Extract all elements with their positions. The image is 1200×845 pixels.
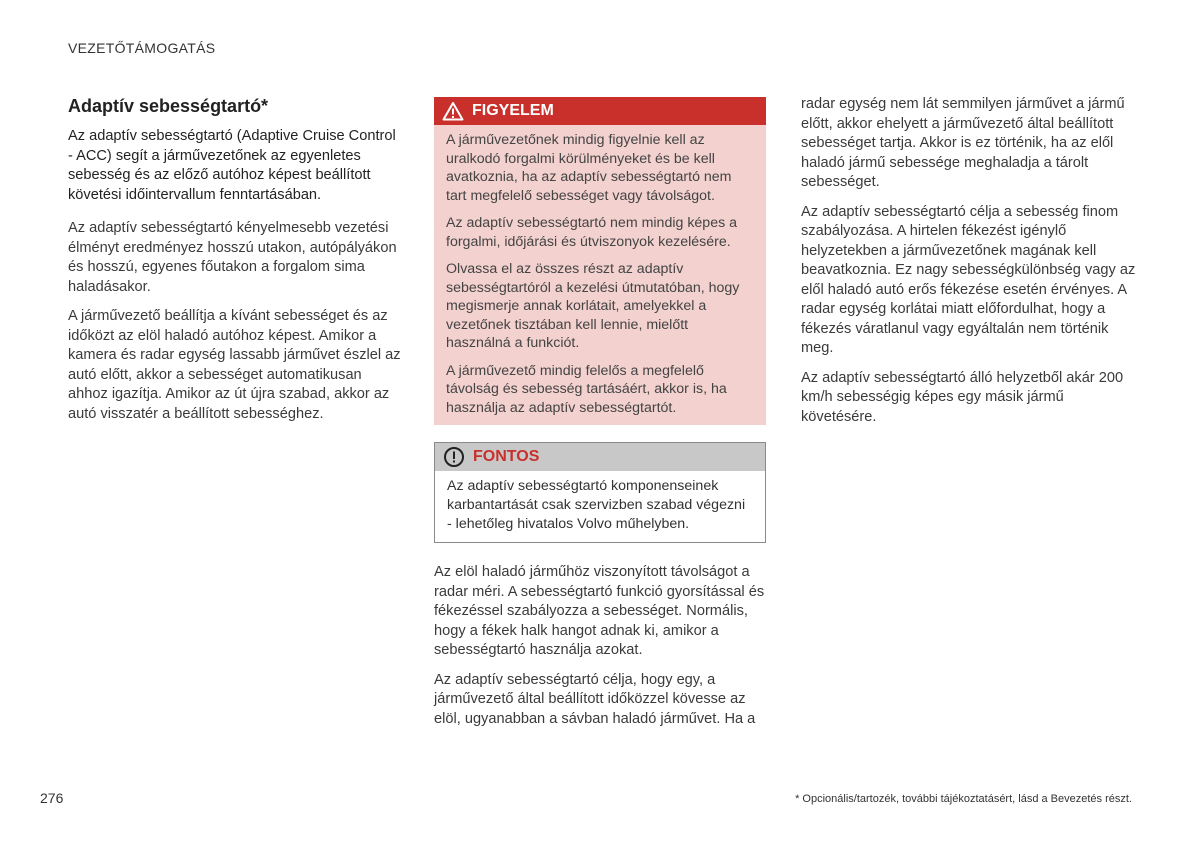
warning-body — [434, 125, 766, 425]
warning-paragraph: Olvassa el az összes részt az adaptív sebességtartóról a kezelési útmutatóban, hogy megismerje annak korlátait, amelyekkel a vezetőnek tisztában kell lennie, mielőtt használná a funkciót. — [446, 261, 740, 351]
important-label: FONTOS — [473, 448, 540, 466]
important-body: Az adaptív sebességtartó komponenseinek karbantartását csak szervizben szabad végezni - lehetőleg hivatalos Volvo műhelyben. — [447, 478, 746, 532]
column-left — [68, 95, 403, 434]
important-header — [435, 443, 765, 471]
page-number: 276 — [40, 790, 64, 806]
section-header: VEZETŐTÁMOGATÁS — [68, 40, 216, 56]
page-title: Adaptív sebességtartó* — [68, 96, 269, 116]
column-middle — [434, 95, 766, 739]
paragraph: Az adaptív sebességtartó célja a sebesség finom szabályozása. A hirtelen fékezést igénylő helyzetekben a járművezetőnek magának kell beavatkoznia. Ez nagy sebességkülönbség vagy az elől haladó autó erős fékezése esetén érvényes. A radar egység korlátai miatt előfordulhat, hogy a fékezés váratlanul vagy egyáltalán nem történik meg. — [801, 203, 1136, 356]
lead-paragraph: Az adaptív sebességtartó (Adaptive Cruise Control - ACC) segít a járművezetőnek az egyenletes sebesség és az előző autóhoz képest beállított követési időintervallum fenntartásában. — [68, 128, 396, 203]
footnote: * Opcionális/tartozék, további tájékoztatásért, lásd a Bevezetés részt. — [795, 793, 1132, 805]
warning-paragraph: A járművezetőnek mindig figyelnie kell az uralkodó forgalmi körülményeket és be kell avatkoznia, ha az adaptív sebességtartó nem tart megfelelő sebességet vagy távolságot. — [446, 132, 732, 204]
warning-box — [434, 97, 766, 425]
paragraph: Az adaptív sebességtartó célja, hogy egy, a járművezető által beállított időközzel kövesse az elöl, ugyanabban a sávban haladó járművet. Ha a — [434, 671, 756, 727]
warning-triangle-icon — [434, 101, 472, 121]
warning-header — [434, 97, 766, 125]
warning-paragraph: A járművezető mindig felelős a megfelelő távolság és sebesség tartásáért, akkor is, ha használja az adaptív sebességtartót. — [446, 362, 727, 416]
paragraph: A járművezető beállítja a kívánt sebességet és az időközt az elöl haladó autóhoz képest. Amikor a kamera és radar egység lassabb járművet észlel az autó előtt, akkor a sebességet automatikusan ahhoz igazítja. Amikor az út újra szabad, akkor az autó visszatér a beállított sebességhez. — [68, 308, 401, 422]
warning-paragraph: Az adaptív sebességtartó nem mindig képes a forgalmi, időjárási és útviszonyok kezelésére. — [446, 215, 738, 250]
paragraph: radar egység nem lát semmilyen járművet a jármű előtt, akkor ehelyett a járművezető által beállított sebességet tartja. Akkor is ez történik, ha az elől haladó jármű sebessége meghaladja a tárolt sebességet. — [801, 96, 1125, 190]
paragraph: Az adaptív sebességtartó álló helyzetből akár 200 km/h sebességig képes egy másik jármű követésére. — [801, 369, 1124, 425]
exclamation-circle-icon — [435, 446, 473, 468]
warning-label: FIGYELEM — [472, 102, 554, 120]
column-right — [801, 95, 1141, 437]
paragraph: Az adaptív sebességtartó kényelmesebb vezetési élményt eredményez hosszú utakon, autópályákon és hosszú, egyenes főutakon a forgalom sima haladásakor. — [68, 220, 397, 295]
paragraph: Az elöl haladó járműhöz viszonyított távolságot a radar méri. A sebességtartó funkció gyorsítással és fékezéssel szabályozza a sebességet. Normális, hogy a fékek halk hangot adnak ki, amikor a sebességtartó használja azokat. — [434, 564, 765, 658]
important-box — [434, 442, 766, 543]
